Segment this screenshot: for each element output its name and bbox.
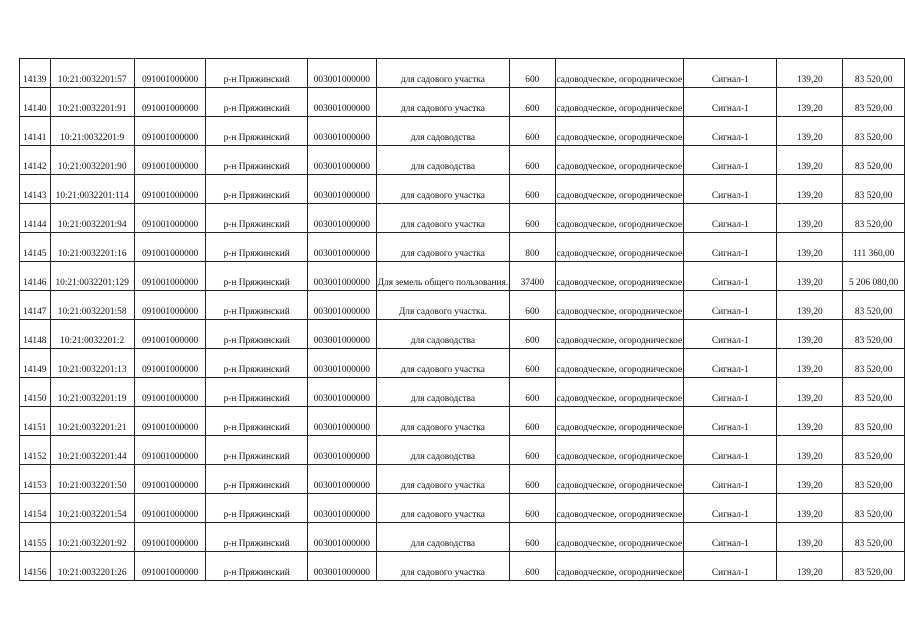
permitted-use-cell: для садового участка (376, 175, 510, 204)
category-code-cell: 003001000000 (308, 146, 377, 175)
area-value-cell: 600 (510, 204, 555, 233)
cadastral-zone-cell: Сигнал-1 (684, 523, 777, 552)
cadastral-number-cell: 10:21:0032201:26 (50, 552, 134, 581)
table-row (20, 552, 905, 581)
land-use-type-cell: садоводческое, огородническое (555, 233, 684, 262)
district-name-cell: р-н Пряжинский (206, 146, 308, 175)
row-number-cell: 14140 (20, 88, 51, 117)
permitted-use-cell: для садового участка (376, 349, 510, 378)
cadastral-value-cell: 83 520,00 (843, 175, 905, 204)
area-value-cell: 600 (510, 59, 555, 88)
cadastral-value-cell: 83 520,00 (843, 407, 905, 436)
okato-code-cell: 091001000000 (134, 523, 206, 552)
row-number-cell: 14150 (20, 378, 51, 407)
category-code-cell: 003001000000 (308, 552, 377, 581)
table-row (20, 262, 905, 291)
land-use-type-cell: садоводческое, огородническое (555, 465, 684, 494)
district-name-cell: р-н Пряжинский (206, 59, 308, 88)
land-use-type-cell: садоводческое, огородническое (555, 291, 684, 320)
cadastral-value-cell: 83 520,00 (843, 88, 905, 117)
cadastral-number-cell: 10:21:0032201:114 (50, 175, 134, 204)
land-use-type-cell: садоводческое, огородническое (555, 407, 684, 436)
cadastral-value-cell: 111 360,00 (843, 233, 905, 262)
category-code-cell: 003001000000 (308, 117, 377, 146)
row-number-cell: 14152 (20, 436, 51, 465)
permitted-use-cell: для садового участка (376, 465, 510, 494)
category-code-cell: 003001000000 (308, 407, 377, 436)
category-code-cell: 003001000000 (308, 88, 377, 117)
table-row (20, 494, 905, 523)
okato-code-cell: 091001000000 (134, 436, 206, 465)
table-row (20, 465, 905, 494)
cadastral-zone-cell: Сигнал-1 (684, 407, 777, 436)
row-number-cell: 14142 (20, 146, 51, 175)
cadastral-zone-cell: Сигнал-1 (684, 552, 777, 581)
cadastral-zone-cell: Сигнал-1 (684, 291, 777, 320)
specific-value-cell: 139,20 (777, 436, 843, 465)
row-number-cell: 14143 (20, 175, 51, 204)
okato-code-cell: 091001000000 (134, 59, 206, 88)
area-value-cell: 600 (510, 552, 555, 581)
cadastral-number-cell: 10:21:0032201:19 (50, 378, 134, 407)
land-use-type-cell: садоводческое, огородническое (555, 88, 684, 117)
specific-value-cell: 139,20 (777, 407, 843, 436)
category-code-cell: 003001000000 (308, 233, 377, 262)
okato-code-cell: 091001000000 (134, 407, 206, 436)
specific-value-cell: 139,20 (777, 175, 843, 204)
cadastral-value-cell: 83 520,00 (843, 117, 905, 146)
land-use-type-cell: садоводческое, огородническое (555, 175, 684, 204)
specific-value-cell: 139,20 (777, 552, 843, 581)
table-row (20, 146, 905, 175)
cadastral-zone-cell: Сигнал-1 (684, 233, 777, 262)
specific-value-cell: 139,20 (777, 349, 843, 378)
row-number-cell: 14145 (20, 233, 51, 262)
cadastral-number-cell: 10:21:0032201:58 (50, 291, 134, 320)
cadastral-zone-cell: Сигнал-1 (684, 349, 777, 378)
category-code-cell: 003001000000 (308, 523, 377, 552)
row-number-cell: 14151 (20, 407, 51, 436)
permitted-use-cell: для садового участка (376, 407, 510, 436)
specific-value-cell: 139,20 (777, 88, 843, 117)
permitted-use-cell: для садоводства (376, 117, 510, 146)
area-value-cell: 600 (510, 291, 555, 320)
specific-value-cell: 139,20 (777, 494, 843, 523)
area-value-cell: 600 (510, 320, 555, 349)
district-name-cell: р-н Пряжинский (206, 262, 308, 291)
cadastral-number-cell: 10:21:0032201:2 (50, 320, 134, 349)
cadastral-value-cell: 5 206 080,00 (843, 262, 905, 291)
permitted-use-cell: для садового участка (376, 552, 510, 581)
category-code-cell: 003001000000 (308, 320, 377, 349)
area-value-cell: 600 (510, 146, 555, 175)
table-row (20, 59, 905, 88)
category-code-cell: 003001000000 (308, 465, 377, 494)
permitted-use-cell: Для земель общего пользования. (376, 262, 510, 291)
cadastral-zone-cell: Сигнал-1 (684, 378, 777, 407)
row-number-cell: 14156 (20, 552, 51, 581)
okato-code-cell: 091001000000 (134, 378, 206, 407)
row-number-cell: 14148 (20, 320, 51, 349)
land-use-type-cell: садоводческое, огородническое (555, 204, 684, 233)
category-code-cell: 003001000000 (308, 494, 377, 523)
table-row (20, 233, 905, 262)
land-use-type-cell: садоводческое, огородническое (555, 523, 684, 552)
cadastral-number-cell: 10:21:0032201:16 (50, 233, 134, 262)
cadastral-number-cell: 10:21:0032201:13 (50, 349, 134, 378)
okato-code-cell: 091001000000 (134, 262, 206, 291)
land-use-type-cell: садоводческое, огородническое (555, 436, 684, 465)
cadastral-zone-cell: Сигнал-1 (684, 204, 777, 233)
okato-code-cell: 091001000000 (134, 175, 206, 204)
table-row (20, 204, 905, 233)
area-value-cell: 600 (510, 117, 555, 146)
district-name-cell: р-н Пряжинский (206, 320, 308, 349)
specific-value-cell: 139,20 (777, 320, 843, 349)
area-value-cell: 600 (510, 349, 555, 378)
row-number-cell: 14153 (20, 465, 51, 494)
district-name-cell: р-н Пряжинский (206, 291, 308, 320)
specific-value-cell: 139,20 (777, 59, 843, 88)
area-value-cell: 600 (510, 378, 555, 407)
land-use-type-cell: садоводческое, огородническое (555, 494, 684, 523)
district-name-cell: р-н Пряжинский (206, 407, 308, 436)
row-number-cell: 14139 (20, 59, 51, 88)
district-name-cell: р-н Пряжинский (206, 523, 308, 552)
cadastral-number-cell: 10:21:0032201:50 (50, 465, 134, 494)
cadastral-zone-cell: Сигнал-1 (684, 465, 777, 494)
permitted-use-cell: для садового участка (376, 204, 510, 233)
okato-code-cell: 091001000000 (134, 349, 206, 378)
category-code-cell: 003001000000 (308, 175, 377, 204)
permitted-use-cell: для садового участка (376, 233, 510, 262)
permitted-use-cell: для садового участка (376, 88, 510, 117)
land-use-type-cell: садоводческое, огородническое (555, 552, 684, 581)
permitted-use-cell: для садоводства (376, 436, 510, 465)
cadastral-value-cell: 83 520,00 (843, 146, 905, 175)
cadastral-zone-cell: Сигнал-1 (684, 117, 777, 146)
cadastral-value-cell: 83 520,00 (843, 552, 905, 581)
category-code-cell: 003001000000 (308, 349, 377, 378)
row-number-cell: 14155 (20, 523, 51, 552)
specific-value-cell: 139,20 (777, 262, 843, 291)
land-use-type-cell: садоводческое, огородническое (555, 117, 684, 146)
okato-code-cell: 091001000000 (134, 320, 206, 349)
table-row (20, 407, 905, 436)
category-code-cell: 003001000000 (308, 204, 377, 233)
area-value-cell: 600 (510, 465, 555, 494)
okato-code-cell: 091001000000 (134, 465, 206, 494)
land-use-type-cell: садоводческое, огородническое (555, 349, 684, 378)
category-code-cell: 003001000000 (308, 378, 377, 407)
permitted-use-cell: Для садового участка. (376, 291, 510, 320)
land-use-type-cell: садоводческое, огородническое (555, 262, 684, 291)
category-code-cell: 003001000000 (308, 436, 377, 465)
area-value-cell: 600 (510, 175, 555, 204)
cadastral-number-cell: 10:21:0032201:54 (50, 494, 134, 523)
land-use-type-cell: садоводческое, огородническое (555, 320, 684, 349)
specific-value-cell: 139,20 (777, 146, 843, 175)
cadastral-value-cell: 83 520,00 (843, 349, 905, 378)
cadastral-number-cell: 10:21:0032201:57 (50, 59, 134, 88)
cadastral-zone-cell: Сигнал-1 (684, 88, 777, 117)
category-code-cell: 003001000000 (308, 59, 377, 88)
district-name-cell: р-н Пряжинский (206, 436, 308, 465)
table-row (20, 378, 905, 407)
cadastral-value-cell: 83 520,00 (843, 523, 905, 552)
specific-value-cell: 139,20 (777, 117, 843, 146)
land-registry-table (19, 58, 905, 581)
area-value-cell: 800 (510, 233, 555, 262)
district-name-cell: р-н Пряжинский (206, 552, 308, 581)
table-body (20, 59, 905, 581)
row-number-cell: 14146 (20, 262, 51, 291)
area-value-cell: 600 (510, 88, 555, 117)
cadastral-number-cell: 10:21:0032201:44 (50, 436, 134, 465)
permitted-use-cell: для садоводства (376, 523, 510, 552)
area-value-cell: 600 (510, 523, 555, 552)
cadastral-number-cell: 10:21:0032201:90 (50, 146, 134, 175)
cadastral-value-cell: 83 520,00 (843, 204, 905, 233)
table-row (20, 175, 905, 204)
cadastral-number-cell: 10:21:0032201:9 (50, 117, 134, 146)
district-name-cell: р-н Пряжинский (206, 175, 308, 204)
okato-code-cell: 091001000000 (134, 117, 206, 146)
area-value-cell: 37400 (510, 262, 555, 291)
cadastral-value-cell: 83 520,00 (843, 59, 905, 88)
district-name-cell: р-н Пряжинский (206, 378, 308, 407)
specific-value-cell: 139,20 (777, 233, 843, 262)
specific-value-cell: 139,20 (777, 291, 843, 320)
district-name-cell: р-н Пряжинский (206, 349, 308, 378)
cadastral-value-cell: 83 520,00 (843, 436, 905, 465)
okato-code-cell: 091001000000 (134, 233, 206, 262)
row-number-cell: 14149 (20, 349, 51, 378)
district-name-cell: р-н Пряжинский (206, 233, 308, 262)
cadastral-zone-cell: Сигнал-1 (684, 59, 777, 88)
cadastral-zone-cell: Сигнал-1 (684, 494, 777, 523)
specific-value-cell: 139,20 (777, 523, 843, 552)
okato-code-cell: 091001000000 (134, 291, 206, 320)
permitted-use-cell: для садоводства (376, 320, 510, 349)
permitted-use-cell: для садового участка (376, 59, 510, 88)
district-name-cell: р-н Пряжинский (206, 494, 308, 523)
okato-code-cell: 091001000000 (134, 146, 206, 175)
specific-value-cell: 139,20 (777, 378, 843, 407)
row-number-cell: 14141 (20, 117, 51, 146)
cadastral-value-cell: 83 520,00 (843, 378, 905, 407)
cadastral-zone-cell: Сигнал-1 (684, 436, 777, 465)
table-row (20, 523, 905, 552)
cadastral-number-cell: 10:21:0032201:21 (50, 407, 134, 436)
row-number-cell: 14147 (20, 291, 51, 320)
cadastral-number-cell: 10:21:0032201:92 (50, 523, 134, 552)
cadastral-zone-cell: Сигнал-1 (684, 320, 777, 349)
table-row (20, 320, 905, 349)
district-name-cell: р-н Пряжинский (206, 204, 308, 233)
row-number-cell: 14154 (20, 494, 51, 523)
permitted-use-cell: для садового участка (376, 494, 510, 523)
district-name-cell: р-н Пряжинский (206, 465, 308, 494)
cadastral-number-cell: 10:21:0032201:94 (50, 204, 134, 233)
cadastral-value-cell: 83 520,00 (843, 320, 905, 349)
land-use-type-cell: садоводческое, огородническое (555, 146, 684, 175)
cadastral-value-cell: 83 520,00 (843, 494, 905, 523)
land-use-type-cell: садоводческое, огородническое (555, 378, 684, 407)
table-row (20, 349, 905, 378)
okato-code-cell: 091001000000 (134, 88, 206, 117)
permitted-use-cell: для садоводства (376, 378, 510, 407)
table-row (20, 88, 905, 117)
area-value-cell: 600 (510, 407, 555, 436)
district-name-cell: р-н Пряжинский (206, 117, 308, 146)
table-row (20, 117, 905, 146)
permitted-use-cell: для садоводства (376, 146, 510, 175)
cadastral-zone-cell: Сигнал-1 (684, 262, 777, 291)
cadastral-zone-cell: Сигнал-1 (684, 175, 777, 204)
land-use-type-cell: садоводческое, огородническое (555, 59, 684, 88)
row-number-cell: 14144 (20, 204, 51, 233)
cadastral-value-cell: 83 520,00 (843, 291, 905, 320)
cadastral-value-cell: 83 520,00 (843, 465, 905, 494)
okato-code-cell: 091001000000 (134, 204, 206, 233)
specific-value-cell: 139,20 (777, 465, 843, 494)
district-name-cell: р-н Пряжинский (206, 88, 308, 117)
cadastral-number-cell: 10:21:0032201:91 (50, 88, 134, 117)
area-value-cell: 600 (510, 494, 555, 523)
cadastral-zone-cell: Сигнал-1 (684, 146, 777, 175)
okato-code-cell: 091001000000 (134, 552, 206, 581)
specific-value-cell: 139,20 (777, 204, 843, 233)
category-code-cell: 003001000000 (308, 262, 377, 291)
cadastral-number-cell: 10:21:0032201:129 (50, 262, 134, 291)
category-code-cell: 003001000000 (308, 291, 377, 320)
area-value-cell: 600 (510, 436, 555, 465)
table-row (20, 291, 905, 320)
okato-code-cell: 091001000000 (134, 494, 206, 523)
table-row (20, 436, 905, 465)
